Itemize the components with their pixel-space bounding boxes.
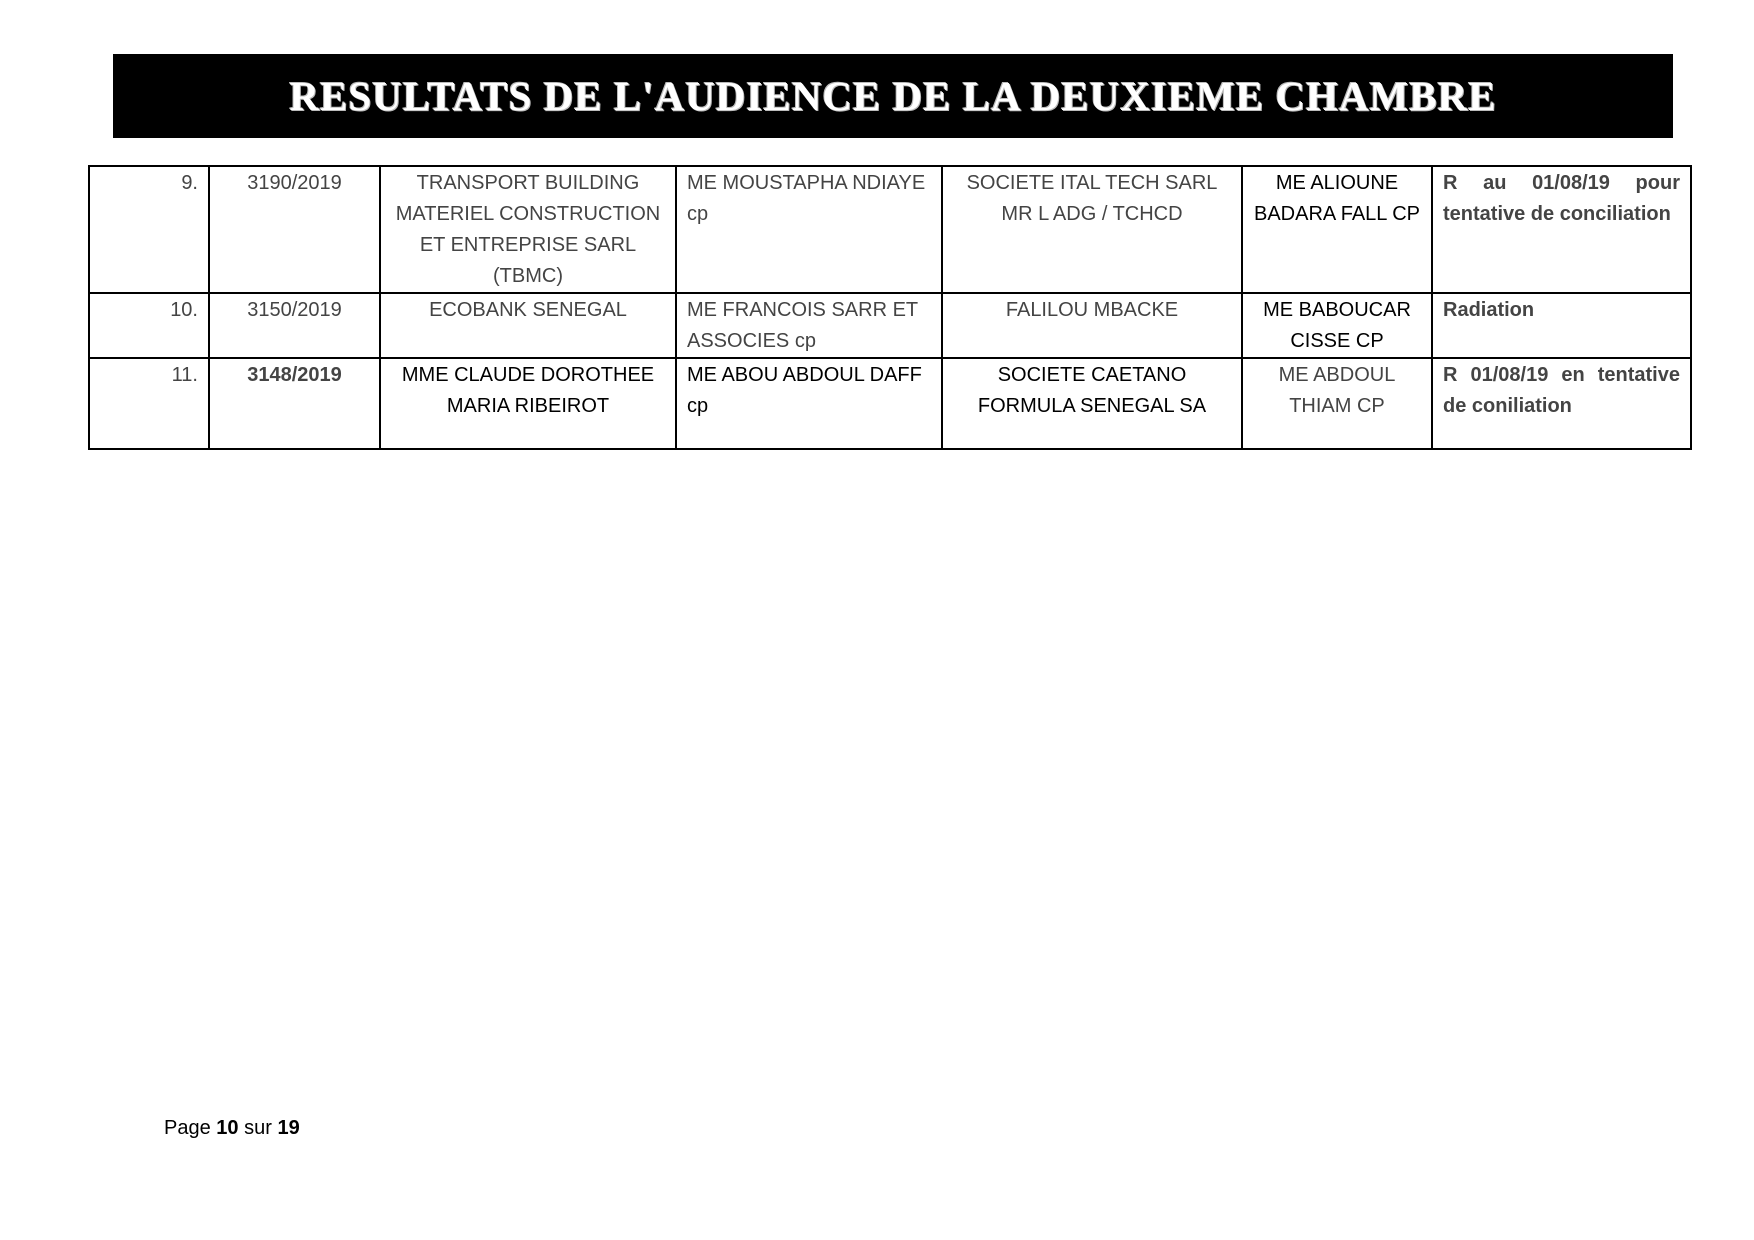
title-banner xyxy=(113,54,1673,138)
hearing-result: R 01/08/19 en tentative de coniliation xyxy=(1432,358,1691,449)
defendant-counsel: ME ALIOUNE BADARA FALL CP xyxy=(1242,166,1432,293)
row-number: 10. xyxy=(89,293,209,358)
plaintiff: MME CLAUDE DOROTHEE MARIA RIBEIROT xyxy=(380,358,676,449)
table-row xyxy=(89,358,1691,449)
page-current: 10 xyxy=(216,1117,239,1139)
table-row xyxy=(89,293,1691,358)
page-footer xyxy=(164,1117,300,1140)
plaintiff-counsel: ME FRANCOIS SARR ET ASSOCIES cp xyxy=(676,293,942,358)
defendant: FALILOU MBACKE xyxy=(942,293,1242,358)
results-table xyxy=(88,165,1692,450)
plaintiff-counsel: ME MOUSTAPHA NDIAYE cp xyxy=(676,166,942,293)
hearing-result: R au 01/08/19 pour tentative de conciliation xyxy=(1432,166,1691,293)
row-number: 11. xyxy=(89,358,209,449)
case-number: 3148/2019 xyxy=(209,358,380,449)
plaintiff: ECOBANK SENEGAL xyxy=(380,293,676,358)
defendant-counsel: ME ABDOUL THIAM CP xyxy=(1242,358,1432,449)
defendant: SOCIETE ITAL TECH SARL MR L ADG / TCHCD xyxy=(942,166,1242,293)
case-number: 3150/2019 xyxy=(209,293,380,358)
table-row xyxy=(89,166,1691,293)
page-label: Page xyxy=(164,1117,211,1139)
plaintiff-counsel: ME ABOU ABDOUL DAFF cp xyxy=(676,358,942,449)
defendant: SOCIETE CAETANO FORMULA SENEGAL SA xyxy=(942,358,1242,449)
row-number: 9. xyxy=(89,166,209,293)
defendant-counsel: ME BABOUCAR CISSE CP xyxy=(1242,293,1432,358)
page-separator: sur xyxy=(244,1117,272,1139)
plaintiff: TRANSPORT BUILDING MATERIEL CONSTRUCTION ET ENTREPRISE SARL (TBMC) xyxy=(380,166,676,293)
hearing-result: Radiation xyxy=(1432,293,1691,358)
page-total: 19 xyxy=(277,1117,300,1139)
page-title: RESULTATS DE L'AUDIENCE DE LA DEUXIEME CHAMBRE xyxy=(289,73,1497,119)
case-number: 3190/2019 xyxy=(209,166,380,293)
